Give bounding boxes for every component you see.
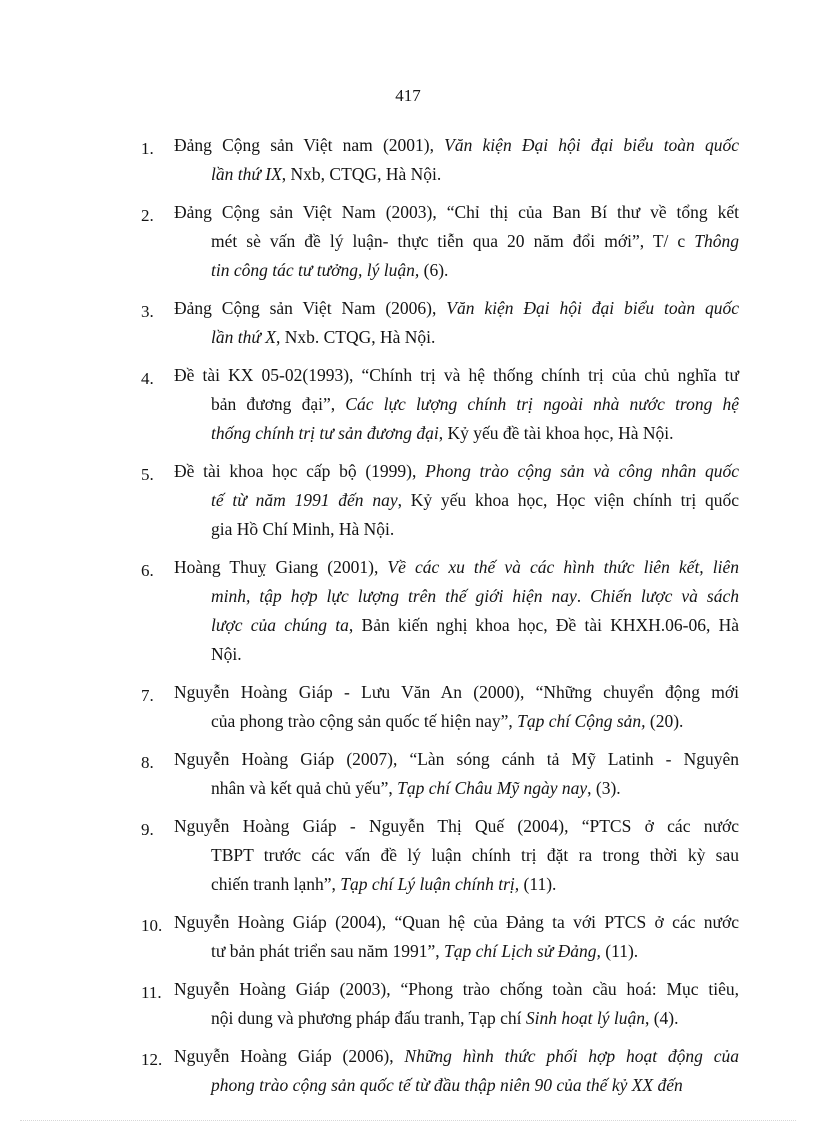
reference-number: 1. bbox=[141, 139, 154, 158]
reference-text bbox=[174, 745, 739, 803]
italic-title-segment: Tạp chí Châu Mỹ ngày nay bbox=[397, 778, 588, 798]
italic-title-segment: Văn kiện Đại hội đại biểu toàn quốc bbox=[444, 135, 740, 155]
reference-line bbox=[174, 975, 739, 1004]
reference-number: 8. bbox=[141, 753, 154, 772]
reference-text bbox=[174, 131, 739, 189]
reference-item bbox=[0, 361, 816, 448]
italic-title-segment: Về các xu thế và các hình thức liên kết, liên bbox=[387, 557, 740, 577]
italic-title-segment: Phong trào cộng sản và công nhân quốc bbox=[425, 461, 739, 481]
reference-number: 9. bbox=[141, 820, 154, 839]
italic-title-segment: Tạp chí Cộng sản, bbox=[517, 711, 646, 731]
reference-line bbox=[174, 908, 739, 937]
reference-item bbox=[0, 294, 816, 352]
text-segment: Đảng Cộng sản Việt Nam (2006), bbox=[174, 298, 447, 318]
text-segment: nhân và kết quả chủ yếu”, bbox=[211, 778, 398, 798]
reference-number: 7. bbox=[141, 686, 154, 705]
reference-line bbox=[174, 390, 739, 419]
text-segment: của phong trào cộng sản quốc tế hiện nay”, bbox=[211, 711, 518, 731]
text-segment: Nguyễn Hoàng Giáp (2006), bbox=[174, 1046, 405, 1066]
text-segment: , Kỷ yếu khoa học, Học viện chính trị quốc bbox=[397, 490, 739, 510]
reference-line bbox=[174, 515, 739, 544]
reference-line bbox=[174, 553, 739, 582]
text-segment: Nguyễn Hoàng Giáp (2003), “Phong trào chống toàn cầu hoá: Mục tiêu, bbox=[174, 979, 739, 999]
italic-title-segment: Những hình thức phối hợp hoạt động của bbox=[404, 1046, 739, 1066]
text-segment: TBPT trước các vấn đề lý luận chính trị đặt ra trong thời kỳ sau bbox=[211, 845, 739, 865]
reference-item bbox=[0, 1042, 816, 1100]
reference-line bbox=[174, 1004, 739, 1033]
reference-line bbox=[174, 131, 739, 160]
text-segment: nội dung và phương pháp đấu tranh, Tạp chí bbox=[211, 1008, 526, 1028]
italic-title-segment: Các lực lượng chính trị ngoài nhà nước trong hệ bbox=[345, 394, 740, 414]
reference-number: 10. bbox=[141, 916, 163, 935]
reference-item bbox=[0, 908, 816, 966]
italic-title-segment: Tạp chí Lịch sử Đảng, bbox=[444, 941, 601, 961]
italic-title-segment: thống chính trị tư sản đương đại bbox=[211, 423, 439, 443]
italic-title-segment: tế từ năm 1991 đến nay bbox=[211, 490, 398, 510]
bottom-rule bbox=[20, 1120, 796, 1121]
text-segment: chiến tranh lạnh”, bbox=[211, 874, 341, 894]
italic-title-segment: tin công tác tư tưởng, lý luận, bbox=[211, 260, 420, 280]
text-segment: , Bản kiến nghị khoa học, Đề tài KHXH.06-06, Hà bbox=[348, 615, 739, 635]
reference-line bbox=[174, 198, 739, 227]
text-segment: Đảng Cộng sản Việt nam (2001), bbox=[174, 135, 445, 155]
reference-number: 2. bbox=[141, 206, 154, 225]
reference-line bbox=[174, 774, 739, 803]
reference-line bbox=[174, 1042, 739, 1071]
reference-line bbox=[174, 870, 739, 899]
text-segment: Hoàng Thuỵ Giang (2001), bbox=[174, 557, 388, 577]
reference-text bbox=[174, 294, 739, 352]
text-segment: (11). bbox=[519, 874, 557, 894]
reference-text bbox=[174, 678, 739, 736]
reference-line bbox=[174, 812, 739, 841]
italic-title-segment: lần thứ X bbox=[211, 327, 276, 347]
text-segment: , Kỷ yếu đề tài khoa học, Hà Nội. bbox=[438, 423, 674, 443]
reference-line bbox=[174, 419, 739, 448]
reference-text bbox=[174, 198, 739, 285]
reference-text bbox=[174, 553, 739, 669]
reference-line bbox=[174, 323, 739, 352]
italic-title-segment: Văn kiện Đại hội đại biểu toàn quốc bbox=[446, 298, 740, 318]
reference-text bbox=[174, 975, 739, 1033]
reference-text bbox=[174, 457, 739, 544]
text-segment: Nguyễn Hoàng Giáp (2007), “Làn sóng cánh tả Mỹ Latinh - Nguyên bbox=[174, 749, 739, 769]
italic-title-segment: phong trào cộng sản quốc tế từ đầu thập niên 90 của thế kỷ XX đến bbox=[211, 1075, 683, 1095]
text-segment: Đề tài KX 05-02(1993), “Chính trị và hệ thống chính trị của chủ nghĩa tư bbox=[174, 365, 739, 385]
page-number: 417 bbox=[395, 86, 421, 105]
reference-line bbox=[174, 611, 739, 640]
text-segment: . bbox=[576, 586, 591, 606]
reference-line bbox=[174, 1071, 739, 1100]
reference-item bbox=[0, 553, 816, 669]
text-segment: bản đương đại”, bbox=[211, 394, 346, 414]
reference-line bbox=[174, 582, 739, 611]
reference-number: 11. bbox=[141, 983, 162, 1002]
text-segment: Nguyễn Hoàng Giáp - Nguyễn Thị Quế (2004), “PTCS ở các nước bbox=[174, 816, 739, 836]
text-segment: , (4). bbox=[644, 1008, 679, 1028]
text-segment: gia Hồ Chí Minh, Hà Nội. bbox=[211, 519, 395, 539]
reference-item bbox=[0, 457, 816, 544]
reference-item bbox=[0, 678, 816, 736]
reference-line bbox=[174, 937, 739, 966]
reference-text bbox=[174, 361, 739, 448]
italic-title-segment: Chiến lược và sách bbox=[590, 586, 740, 606]
reference-line bbox=[174, 361, 739, 390]
italic-title-segment: minh, tập hợp lực lượng trên thế giới hiện nay bbox=[211, 586, 577, 606]
reference-line bbox=[174, 841, 739, 870]
reference-line bbox=[174, 294, 739, 323]
reference-line bbox=[174, 457, 739, 486]
text-segment: tư bản phát triển sau năm 1991”, bbox=[211, 941, 445, 961]
italic-title-segment: Sinh hoạt lý luận bbox=[525, 1008, 645, 1028]
reference-line bbox=[174, 256, 739, 285]
reference-line bbox=[174, 678, 739, 707]
italic-title-segment: lược của chúng ta bbox=[211, 615, 349, 635]
reference-number: 4. bbox=[141, 369, 154, 388]
italic-title-segment: Tạp chí Lý luận chính trị, bbox=[340, 874, 520, 894]
reference-line bbox=[174, 486, 739, 515]
reference-item bbox=[0, 745, 816, 803]
reference-text bbox=[174, 812, 739, 899]
reference-number: 12. bbox=[141, 1050, 163, 1069]
reference-item bbox=[0, 198, 816, 285]
italic-title-segment: Thông bbox=[694, 231, 739, 251]
text-segment: , Nxb. CTQG, Hà Nội. bbox=[275, 327, 436, 347]
text-segment: , Nxb, CTQG, Hà Nội. bbox=[281, 164, 442, 184]
text-segment: Nguyễn Hoàng Giáp (2004), “Quan hệ của Đảng ta với PTCS ở các nước bbox=[174, 912, 739, 932]
reference-item bbox=[0, 131, 816, 189]
italic-title-segment: lần thứ IX bbox=[211, 164, 282, 184]
reference-line bbox=[174, 227, 739, 256]
reference-number: 6. bbox=[141, 561, 154, 580]
reference-line bbox=[174, 160, 739, 189]
reference-list bbox=[0, 131, 816, 1109]
reference-text bbox=[174, 1042, 739, 1100]
reference-item bbox=[0, 975, 816, 1033]
text-segment: Nội. bbox=[211, 644, 242, 664]
text-segment: , (3). bbox=[587, 778, 621, 798]
reference-text bbox=[174, 908, 739, 966]
reference-number: 3. bbox=[141, 302, 154, 321]
text-segment: Nguyễn Hoàng Giáp - Lưu Văn An (2000), “Những chuyển động mới bbox=[174, 682, 739, 702]
reference-number: 5. bbox=[141, 465, 154, 484]
text-segment: (20). bbox=[645, 711, 684, 731]
text-segment: (11). bbox=[600, 941, 639, 961]
reference-line bbox=[174, 745, 739, 774]
text-segment: Đề tài khoa học cấp bộ (1999), bbox=[174, 461, 426, 481]
reference-line bbox=[174, 640, 739, 669]
text-segment: mét sè vấn đề lý luận- thực tiễn qua 20 năm đổi mới”, T/ c bbox=[211, 231, 695, 251]
reference-line bbox=[174, 707, 739, 736]
text-segment: Đảng Cộng sản Việt Nam (2003), “Chỉ thị của Ban Bí thư về tổng kết bbox=[174, 202, 739, 222]
text-segment: (6). bbox=[419, 260, 449, 280]
reference-item bbox=[0, 812, 816, 899]
